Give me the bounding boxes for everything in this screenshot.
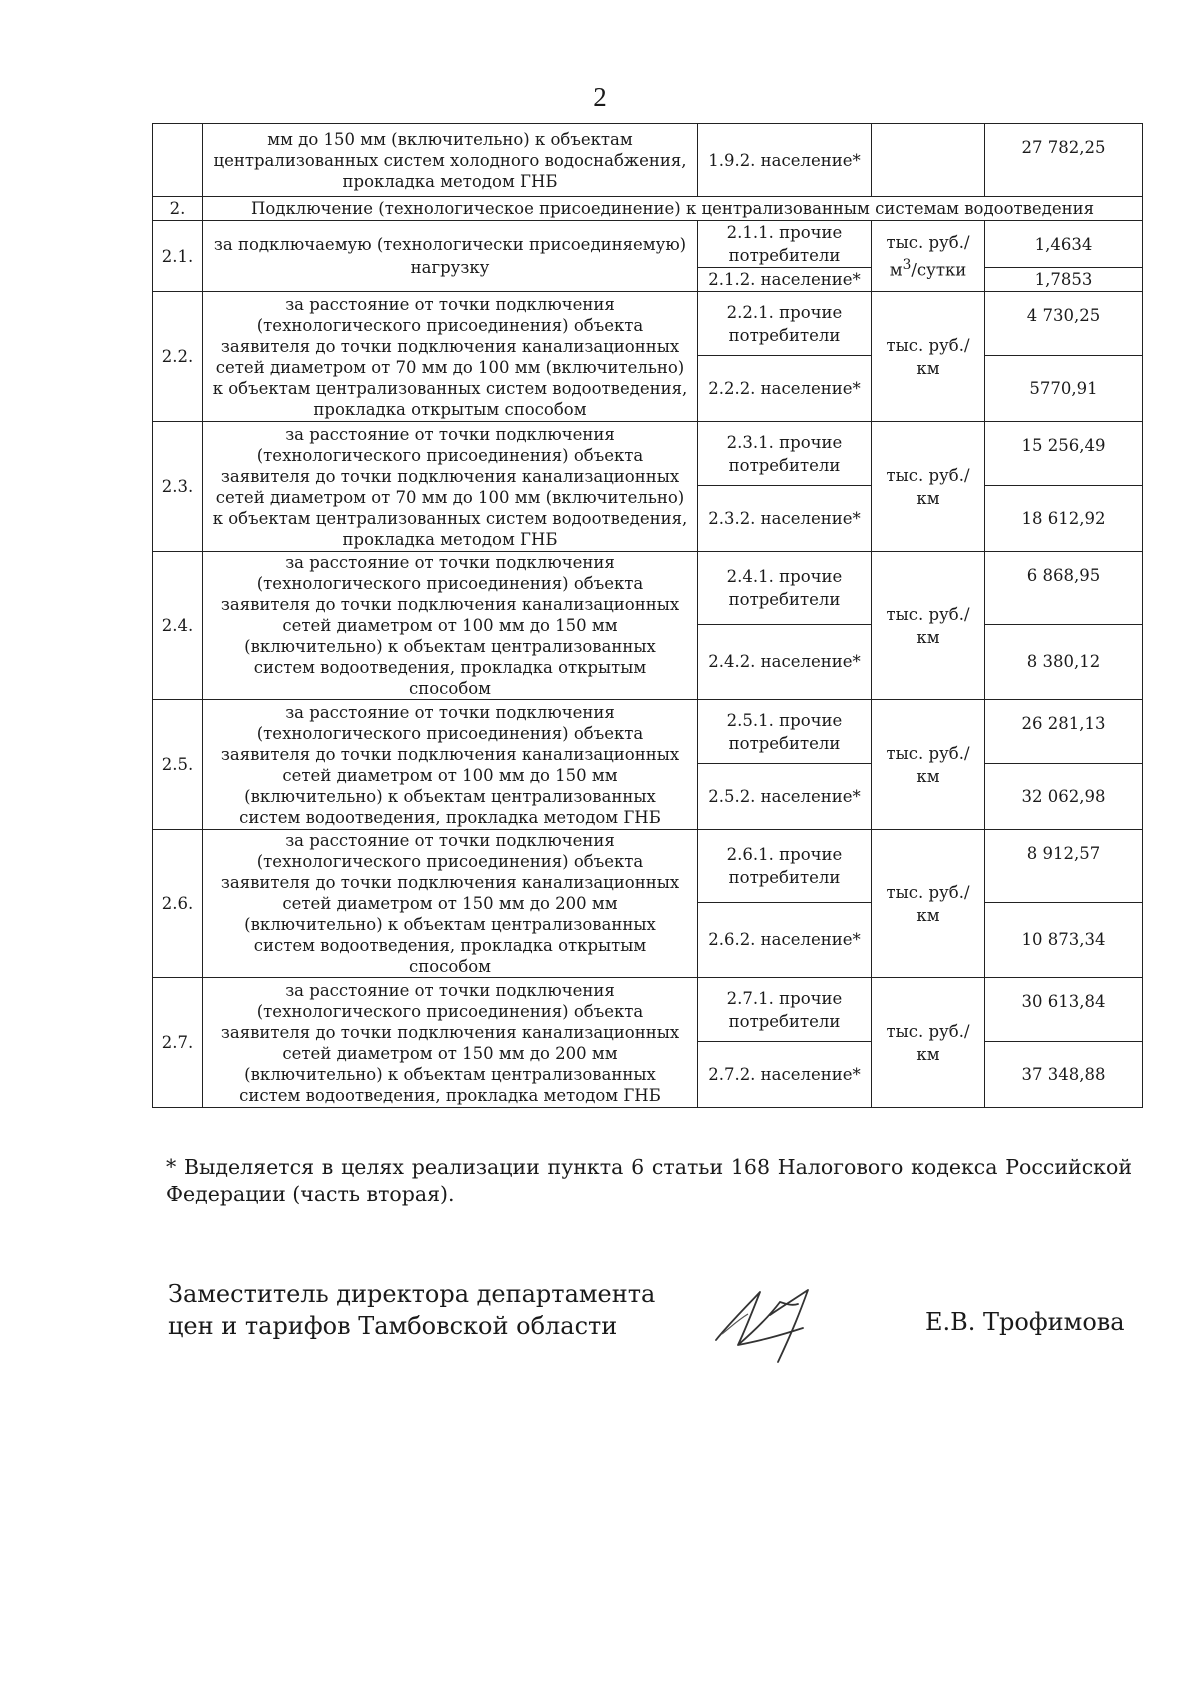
value-cell: 8 380,12 <box>985 624 1143 699</box>
signatory-title <box>168 1278 655 1342</box>
table-row <box>153 700 1143 764</box>
subcategory-cell: 2.3.2. население* <box>698 486 872 552</box>
table-row <box>153 978 1143 1042</box>
description-cell: за расстояние от точки подключения (технологического присоединения) объекта заявителя до точки подключения канализационных сетей диаметром от 150 мм до 200 мм (включительно) к объектам централизованных систем водоотведения, прокладка методом ГНБ <box>203 978 698 1108</box>
value-cell: 37 348,88 <box>985 1042 1143 1108</box>
handwritten-signature <box>708 1270 828 1370</box>
table-row <box>153 124 1143 197</box>
subcategory-cell: 2.1.2. население* <box>698 268 872 292</box>
value-cell: 8 912,57 <box>985 830 1143 903</box>
table-row <box>153 422 1143 486</box>
subcategory-cell: 2.2.2. население* <box>698 356 872 422</box>
row-number-cell: 2.6. <box>153 830 203 978</box>
row-number-cell: 2.5. <box>153 700 203 830</box>
subcategory-cell: 2.6.2. население* <box>698 902 872 977</box>
row-number-cell <box>153 124 203 197</box>
value-cell: 18 612,92 <box>985 486 1143 552</box>
section-number: 2. <box>153 197 203 221</box>
value-cell: 1,4634 <box>985 221 1143 268</box>
value-cell: 5770,91 <box>985 356 1143 422</box>
unit-text: м <box>889 260 903 280</box>
row-number-cell: 2.1. <box>153 221 203 292</box>
unit-cell: тыс. руб./км <box>872 552 985 700</box>
unit-cell <box>872 221 985 292</box>
subcategory-cell: 2.1.1. прочие потребители <box>698 221 872 268</box>
value-cell: 6 868,95 <box>985 552 1143 625</box>
value-cell: 32 062,98 <box>985 764 1143 830</box>
footnote: * Выделяется в целях реализации пункта 6 статьи 168 Налогового кодекса Российской Федерации (часть вторая). <box>166 1155 1132 1206</box>
description-cell: за расстояние от точки подключения (технологического присоединения) объекта заявителя до точки подключения канализационных сетей диаметром от 100 мм до 150 мм (включительно) к объектам централизованных систем водоотведения, прокладка открытым способом <box>203 552 698 700</box>
unit-cell <box>872 124 985 197</box>
subcategory-cell: 2.3.1. прочие потребители <box>698 422 872 486</box>
tariff-table <box>152 123 1143 1108</box>
subcategory-cell: 1.9.2. население* <box>698 124 872 197</box>
unit-superscript: 3 <box>902 256 912 273</box>
value-cell: 15 256,49 <box>985 422 1143 486</box>
value-cell: 26 281,13 <box>985 700 1143 764</box>
unit-cell: тыс. руб./км <box>872 292 985 422</box>
row-number-cell: 2.2. <box>153 292 203 422</box>
value-cell: 30 613,84 <box>985 978 1143 1042</box>
row-number-cell: 2.3. <box>153 422 203 552</box>
description-cell: за расстояние от точки подключения (технологического присоединения) объекта заявителя до точки подключения канализационных сетей диаметром от 70 мм до 100 мм (включительно) к объектам централизованных систем водоотведения, прокладка открытым способом <box>203 292 698 422</box>
unit-text: /сутки <box>911 260 967 280</box>
row-number-cell: 2.4. <box>153 552 203 700</box>
unit-cell: тыс. руб./км <box>872 830 985 978</box>
section-title: Подключение (технологическое присоединение) к централизованным системам водоотведения <box>203 197 1143 221</box>
subcategory-cell: 2.4.2. население* <box>698 624 872 699</box>
table-row <box>153 221 1143 268</box>
value-cell: 10 873,34 <box>985 902 1143 977</box>
signatory-title-line: цен и тарифов Тамбовской области <box>168 1312 618 1340</box>
page-number: 2 <box>593 82 607 112</box>
signatory-title-line: Заместитель директора департамента <box>168 1280 656 1308</box>
subcategory-cell: 2.6.1. прочие потребители <box>698 830 872 903</box>
description-cell: мм до 150 мм (включительно) к объектам централизованных систем холодного водоснабжения, прокладка методом ГНБ <box>203 124 698 197</box>
table-row <box>153 552 1143 625</box>
value-cell: 4 730,25 <box>985 292 1143 356</box>
table-row <box>153 292 1143 356</box>
description-cell: за расстояние от точки подключения (технологического присоединения) объекта заявителя до точки подключения канализационных сетей диаметром от 150 мм до 200 мм (включительно) к объектам централизованных систем водоотведения, прокладка открытым способом <box>203 830 698 978</box>
table-row <box>153 830 1143 903</box>
description-cell: за подключаемую (технологически присоединяемую) нагрузку <box>203 221 698 292</box>
subcategory-cell: 2.5.2. население* <box>698 764 872 830</box>
signatory-name: Е.В. Трофимова <box>925 1308 1125 1336</box>
value-cell: 1,7853 <box>985 268 1143 292</box>
subcategory-cell: 2.7.2. население* <box>698 1042 872 1108</box>
unit-text: тыс. руб./ <box>886 232 970 252</box>
subcategory-cell: 2.7.1. прочие потребители <box>698 978 872 1042</box>
section-header-row <box>153 197 1143 221</box>
unit-cell: тыс. руб./км <box>872 978 985 1108</box>
unit-cell: тыс. руб./км <box>872 700 985 830</box>
value-cell: 27 782,25 <box>985 124 1143 197</box>
unit-cell: тыс. руб./км <box>872 422 985 552</box>
description-cell: за расстояние от точки подключения (технологического присоединения) объекта заявителя до точки подключения канализационных сетей диаметром от 100 мм до 150 мм (включительно) к объектам централизованных систем водоотведения, прокладка методом ГНБ <box>203 700 698 830</box>
subcategory-cell: 2.2.1. прочие потребители <box>698 292 872 356</box>
subcategory-cell: 2.5.1. прочие потребители <box>698 700 872 764</box>
description-cell: за расстояние от точки подключения (технологического присоединения) объекта заявителя до точки подключения канализационных сетей диаметром от 70 мм до 100 мм (включительно) к объектам централизованных систем водоотведения, прокладка методом ГНБ <box>203 422 698 552</box>
subcategory-cell: 2.4.1. прочие потребители <box>698 552 872 625</box>
row-number-cell: 2.7. <box>153 978 203 1108</box>
